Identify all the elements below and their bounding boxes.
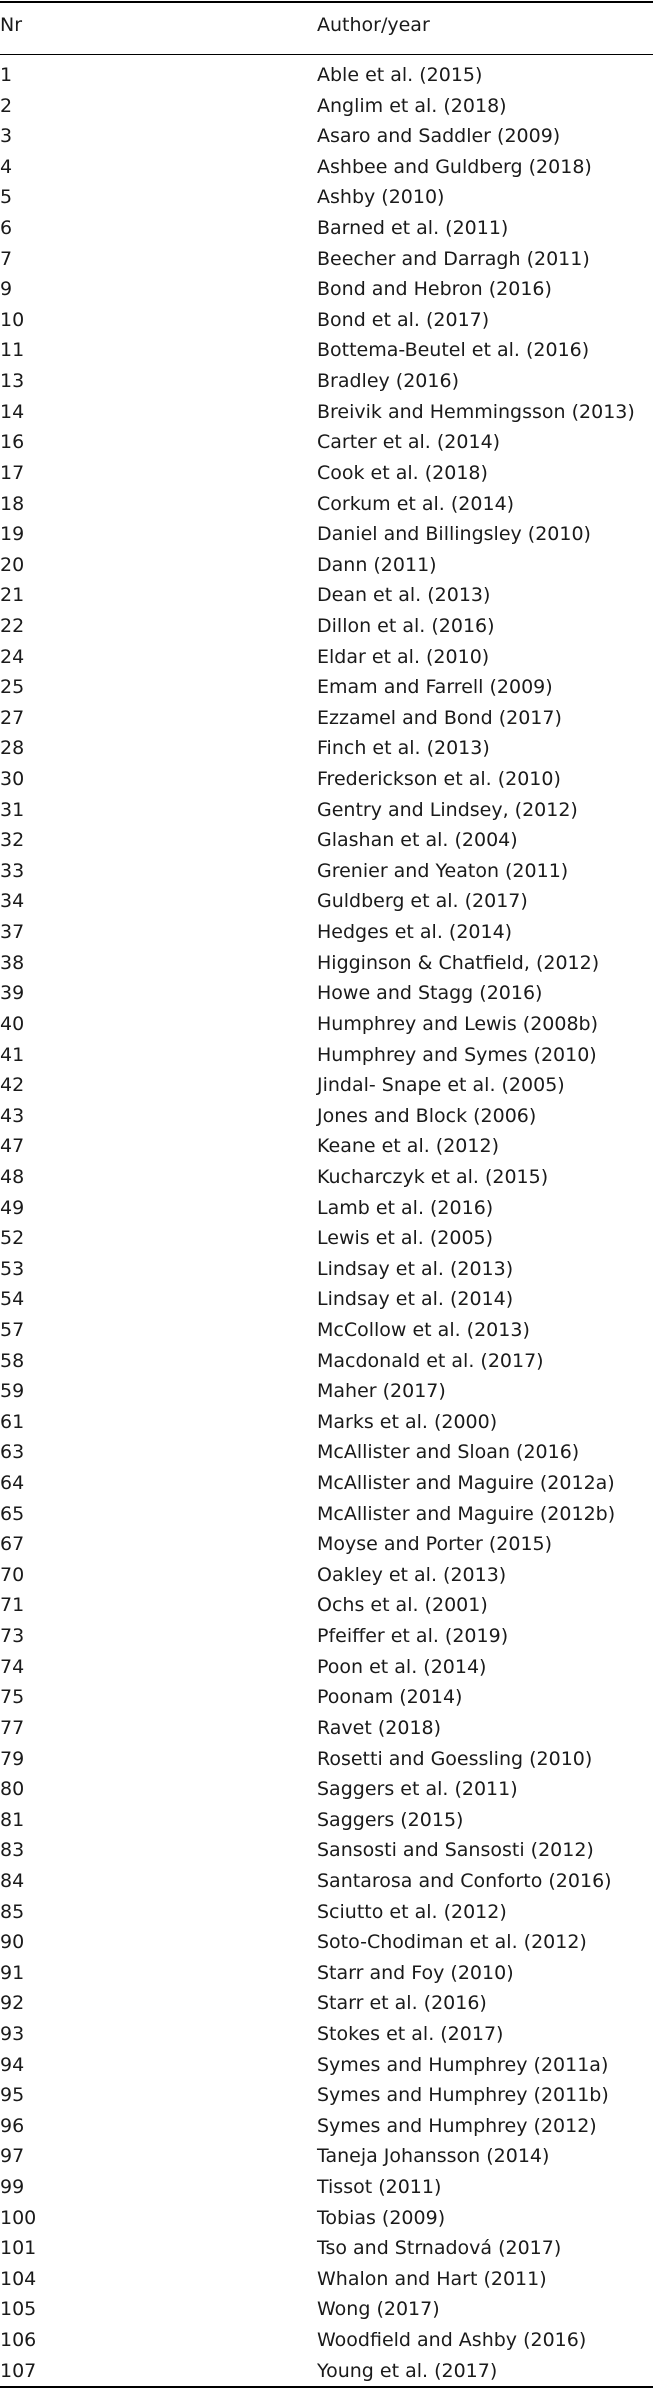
cell-nr: 94	[0, 2053, 25, 2076]
cell-author-year: Humphrey and Lewis (2008b)	[317, 1012, 599, 1035]
table-row	[0, 182, 653, 213]
table-row	[0, 550, 653, 581]
table-row	[0, 1499, 653, 1530]
table-bottom-rule	[0, 2386, 653, 2388]
table-row	[0, 642, 653, 673]
table-row	[0, 1897, 653, 1928]
cell-author-year: Moyse and Porter (2015)	[317, 1533, 553, 1556]
table-row	[0, 580, 653, 611]
table-row	[0, 978, 653, 1009]
cell-author-year: Barned et al. (2011)	[317, 217, 509, 240]
cell-nr: 79	[0, 1747, 25, 1770]
cell-author-year: Lindsay et al. (2013)	[317, 1257, 514, 1280]
cell-author-year: Lewis et al. (2005)	[317, 1227, 494, 1250]
cell-author-year: Lamb et al. (2016)	[317, 1196, 494, 1219]
cell-author-year: Poonam (2014)	[317, 1686, 463, 1709]
cell-author-year: McAllister and Maguire (2012a)	[317, 1472, 615, 1495]
table-row	[0, 1958, 653, 1989]
cell-author-year: Dillon et al. (2016)	[317, 614, 495, 637]
cell-author-year: Ashbee and Guldberg (2018)	[317, 155, 592, 178]
table-row	[0, 2172, 653, 2203]
cell-nr: 71	[0, 1594, 25, 1617]
cell-author-year: Taneja Johansson (2014)	[317, 2145, 550, 2168]
cell-author-year: Symes and Humphrey (2011b)	[317, 2084, 609, 2107]
cell-nr: 19	[0, 523, 25, 546]
cell-nr: 6	[0, 217, 13, 240]
cell-author-year: Eldar et al. (2010)	[317, 645, 490, 668]
table-row	[0, 305, 653, 336]
cell-nr: 22	[0, 614, 25, 637]
cell-nr: 10	[0, 308, 25, 331]
cell-nr: 92	[0, 1992, 25, 2015]
table-row	[0, 1254, 653, 1285]
table-row	[0, 1529, 653, 1560]
cell-nr: 38	[0, 951, 25, 974]
cell-nr: 7	[0, 247, 13, 270]
cell-author-year: Marks et al. (2000)	[317, 1410, 498, 1433]
cell-author-year: Ezzamel and Bond (2017)	[317, 706, 562, 729]
cell-author-year: McCollow et al. (2013)	[317, 1318, 530, 1341]
cell-author-year: Dean et al. (2013)	[317, 584, 491, 607]
cell-author-year: Oakley et al. (2013)	[317, 1563, 507, 1586]
cell-author-year: Bond et al. (2017)	[317, 308, 490, 331]
cell-nr: 5	[0, 186, 13, 209]
cell-author-year: Able et al. (2015)	[317, 64, 483, 86]
table-row	[0, 2325, 653, 2356]
cell-author-year: Hedges et al. (2014)	[317, 921, 513, 944]
table-row	[0, 1101, 653, 1132]
cell-author-year: Macdonald et al. (2017)	[317, 1349, 544, 1372]
cell-nr: 101	[0, 2237, 37, 2260]
cell-author-year: Sansosti and Sansosti (2012)	[317, 1839, 594, 1862]
table-row	[0, 886, 653, 917]
cell-author-year: Bradley (2016)	[317, 370, 459, 393]
cell-author-year: Maher (2017)	[317, 1380, 446, 1403]
cell-nr: 21	[0, 584, 25, 607]
cell-nr: 30	[0, 768, 25, 791]
cell-author-year: Young et al. (2017)	[317, 2359, 498, 2382]
cell-nr: 31	[0, 798, 25, 821]
cell-author-year: Woodfield and Ashby (2016)	[317, 2329, 587, 2352]
cell-nr: 83	[0, 1839, 25, 1862]
cell-nr: 39	[0, 982, 25, 1005]
cell-nr: 105	[0, 2298, 37, 2321]
cell-nr: 70	[0, 1563, 25, 1586]
table-row	[0, 213, 653, 244]
table-row	[0, 1988, 653, 2019]
table-row	[0, 1774, 653, 1805]
cell-author-year: Asaro and Saddler (2009)	[317, 125, 561, 148]
table-row	[0, 1682, 653, 1713]
cell-nr: 43	[0, 1104, 25, 1127]
cell-author-year: Soto-Chodiman et al. (2012)	[317, 1931, 587, 1954]
cell-author-year: Gentry and Lindsey, (2012)	[317, 798, 578, 821]
table-row	[0, 244, 653, 275]
cell-author-year: Grenier and Yeaton (2011)	[317, 859, 569, 882]
table-body	[0, 60, 653, 2386]
cell-nr: 93	[0, 2023, 25, 2045]
table-row	[0, 91, 653, 122]
cell-nr: 84	[0, 1869, 25, 1892]
table-row	[0, 825, 653, 856]
cell-nr: 65	[0, 1502, 25, 1525]
table-row	[0, 917, 653, 948]
cell-author-year: Ashby (2010)	[317, 186, 445, 209]
cell-nr: 100	[0, 2206, 37, 2229]
cell-author-year: Higginson & Chatfield, (2012)	[317, 951, 600, 974]
cell-author-year: Anglim et al. (2018)	[317, 94, 507, 117]
table-row	[0, 2111, 653, 2142]
cell-author-year: Jones and Block (2006)	[317, 1104, 537, 1127]
cell-author-year: Starr and Foy (2010)	[317, 1961, 514, 1984]
cell-author-year: Carter et al. (2014)	[317, 431, 501, 454]
cell-nr: 57	[0, 1318, 25, 1341]
cell-author-year: Stokes et al. (2017)	[317, 2023, 504, 2045]
table-row	[0, 1866, 653, 1897]
table-row	[0, 121, 653, 152]
cell-author-year: Finch et al. (2013)	[317, 737, 490, 760]
cell-nr: 37	[0, 921, 25, 944]
table-row	[0, 703, 653, 734]
cell-nr: 107	[0, 2359, 37, 2382]
table-row	[0, 1131, 653, 1162]
cell-author-year: Poon et al. (2014)	[317, 1655, 487, 1678]
cell-author-year: Starr et al. (2016)	[317, 1992, 487, 2015]
table-row	[0, 1835, 653, 1866]
cell-nr: 33	[0, 859, 25, 882]
cell-nr: 41	[0, 1043, 25, 1066]
cell-nr: 64	[0, 1472, 25, 1495]
cell-author-year: Emam and Farrell (2009)	[317, 676, 553, 699]
cell-author-year: Saggers et al. (2011)	[317, 1778, 518, 1801]
cell-author-year: Guldberg et al. (2017)	[317, 890, 528, 913]
table-row	[0, 458, 653, 489]
cell-nr: 81	[0, 1808, 25, 1831]
table-row	[0, 2356, 653, 2387]
table-row	[0, 795, 653, 826]
cell-nr: 17	[0, 461, 25, 484]
column-header-nr: Nr	[0, 14, 23, 36]
cell-author-year: Daniel and Billingsley (2010)	[317, 523, 591, 546]
cell-nr: 9	[0, 278, 13, 301]
table-row	[0, 948, 653, 979]
table-row	[0, 1652, 653, 1683]
table-row	[0, 764, 653, 795]
cell-author-year: Bottema-Beutel et al. (2016)	[317, 339, 590, 362]
cell-author-year: Frederickson et al. (2010)	[317, 768, 561, 791]
cell-nr: 75	[0, 1686, 25, 1709]
cell-nr: 3	[0, 125, 13, 148]
cell-author-year: Saggers (2015)	[317, 1808, 464, 1831]
cell-author-year: Pfeiffer et al. (2019)	[317, 1625, 509, 1648]
cell-nr: 25	[0, 676, 25, 699]
cell-nr: 34	[0, 890, 25, 913]
cell-author-year: Sciutto et al. (2012)	[317, 1900, 507, 1923]
table-row	[0, 1468, 653, 1499]
cell-author-year: Tso and Strnadová (2017)	[317, 2237, 562, 2260]
table-row	[0, 489, 653, 520]
cell-nr: 47	[0, 1135, 25, 1158]
cell-nr: 40	[0, 1012, 25, 1035]
table-row	[0, 2233, 653, 2264]
table-row	[0, 1193, 653, 1224]
cell-author-year: Jindal- Snape et al. (2005)	[317, 1074, 565, 1097]
table-row	[0, 2080, 653, 2111]
table-row	[0, 152, 653, 183]
cell-nr: 16	[0, 431, 25, 454]
cell-nr: 91	[0, 1961, 25, 1984]
cell-nr: 90	[0, 1931, 25, 1954]
table-row	[0, 733, 653, 764]
cell-author-year: Ravet (2018)	[317, 1716, 442, 1739]
column-header-author-year: Author/year	[317, 14, 430, 36]
table-row	[0, 1407, 653, 1438]
cell-nr: 24	[0, 645, 25, 668]
table-row	[0, 2141, 653, 2172]
cell-nr: 58	[0, 1349, 25, 1372]
cell-nr: 59	[0, 1380, 25, 1403]
table-row	[0, 856, 653, 887]
table-row	[0, 1346, 653, 1377]
cell-nr: 42	[0, 1074, 25, 1097]
cell-author-year: Symes and Humphrey (2011a)	[317, 2053, 609, 2076]
cell-nr: 1	[0, 64, 13, 86]
cell-nr: 99	[0, 2176, 25, 2199]
table-row	[0, 1284, 653, 1315]
table-row	[0, 1376, 653, 1407]
table-row	[0, 1560, 653, 1591]
cell-nr: 106	[0, 2329, 37, 2352]
cell-author-year: Glashan et al. (2004)	[317, 829, 518, 852]
table-row	[0, 274, 653, 305]
cell-nr: 63	[0, 1441, 25, 1464]
cell-nr: 77	[0, 1716, 25, 1739]
cell-nr: 53	[0, 1257, 25, 1280]
table-row	[0, 2294, 653, 2325]
cell-author-year: McAllister and Maguire (2012b)	[317, 1502, 616, 1525]
table-row	[0, 1009, 653, 1040]
cell-nr: 74	[0, 1655, 25, 1678]
cell-author-year: Keane et al. (2012)	[317, 1135, 499, 1158]
cell-author-year: Bond and Hebron (2016)	[317, 278, 552, 301]
cell-nr: 18	[0, 492, 25, 515]
cell-nr: 11	[0, 339, 25, 362]
cell-nr: 52	[0, 1227, 25, 1250]
table-row	[0, 2203, 653, 2234]
table-row	[0, 1315, 653, 1346]
cell-author-year: Lindsay et al. (2014)	[317, 1288, 514, 1311]
table-row	[0, 397, 653, 428]
table-row	[0, 2264, 653, 2295]
cell-author-year: Santarosa and Conforto (2016)	[317, 1869, 612, 1892]
cell-nr: 13	[0, 370, 25, 393]
cell-author-year: Ochs et al. (2001)	[317, 1594, 488, 1617]
table-row	[0, 1040, 653, 1071]
cell-author-year: Rosetti and Goessling (2010)	[317, 1747, 593, 1770]
table-row	[0, 1927, 653, 1958]
table-header	[0, 0, 653, 54]
table-row	[0, 1621, 653, 1652]
cell-author-year: Howe and Stagg (2016)	[317, 982, 543, 1005]
cell-author-year: Humphrey and Symes (2010)	[317, 1043, 597, 1066]
table-row	[0, 2050, 653, 2081]
cell-nr: 32	[0, 829, 25, 852]
cell-author-year: Cook et al. (2018)	[317, 461, 488, 484]
table-row	[0, 1223, 653, 1254]
cell-nr: 104	[0, 2267, 37, 2290]
cell-nr: 54	[0, 1288, 25, 1311]
table-row	[0, 1744, 653, 1775]
cell-nr: 48	[0, 1165, 25, 1188]
cell-nr: 27	[0, 706, 25, 729]
cell-author-year: Beecher and Darragh (2011)	[317, 247, 590, 270]
table-row	[0, 427, 653, 458]
cell-nr: 80	[0, 1778, 25, 1801]
cell-nr: 95	[0, 2084, 25, 2107]
table-row	[0, 335, 653, 366]
cell-nr: 96	[0, 2114, 25, 2137]
cell-author-year: Corkum et al. (2014)	[317, 492, 515, 515]
table-row	[0, 1713, 653, 1744]
cell-author-year: Tobias (2009)	[317, 2206, 446, 2229]
cell-nr: 28	[0, 737, 25, 760]
table-row	[0, 672, 653, 703]
table-row	[0, 1162, 653, 1193]
table-row	[0, 1437, 653, 1468]
table-row	[0, 1805, 653, 1836]
cell-nr: 61	[0, 1410, 25, 1433]
cell-nr: 49	[0, 1196, 25, 1219]
cell-author-year: Whalon and Hart (2011)	[317, 2267, 547, 2290]
table-row	[0, 1070, 653, 1101]
table-header-rule	[0, 54, 653, 55]
table-row	[0, 366, 653, 397]
cell-nr: 4	[0, 155, 13, 178]
table-row	[0, 60, 653, 91]
cell-author-year: Dann (2011)	[317, 553, 437, 576]
cell-nr: 73	[0, 1625, 25, 1648]
cell-nr: 2	[0, 94, 13, 117]
cell-nr: 14	[0, 400, 25, 423]
cell-author-year: Breivik and Hemmingsson (2013)	[317, 400, 635, 423]
cell-nr: 85	[0, 1900, 25, 1923]
cell-nr: 67	[0, 1533, 25, 1556]
cell-author-year: Kucharczyk et al. (2015)	[317, 1165, 549, 1188]
cell-author-year: Symes and Humphrey (2012)	[317, 2114, 597, 2137]
cell-nr: 97	[0, 2145, 25, 2168]
table-row	[0, 519, 653, 550]
cell-nr: 20	[0, 553, 25, 576]
table-row	[0, 1590, 653, 1621]
cell-author-year: Wong (2017)	[317, 2298, 440, 2321]
table-row	[0, 2019, 653, 2050]
cell-author-year: Tissot (2011)	[317, 2176, 442, 2199]
table-row	[0, 611, 653, 642]
cell-author-year: McAllister and Sloan (2016)	[317, 1441, 580, 1464]
